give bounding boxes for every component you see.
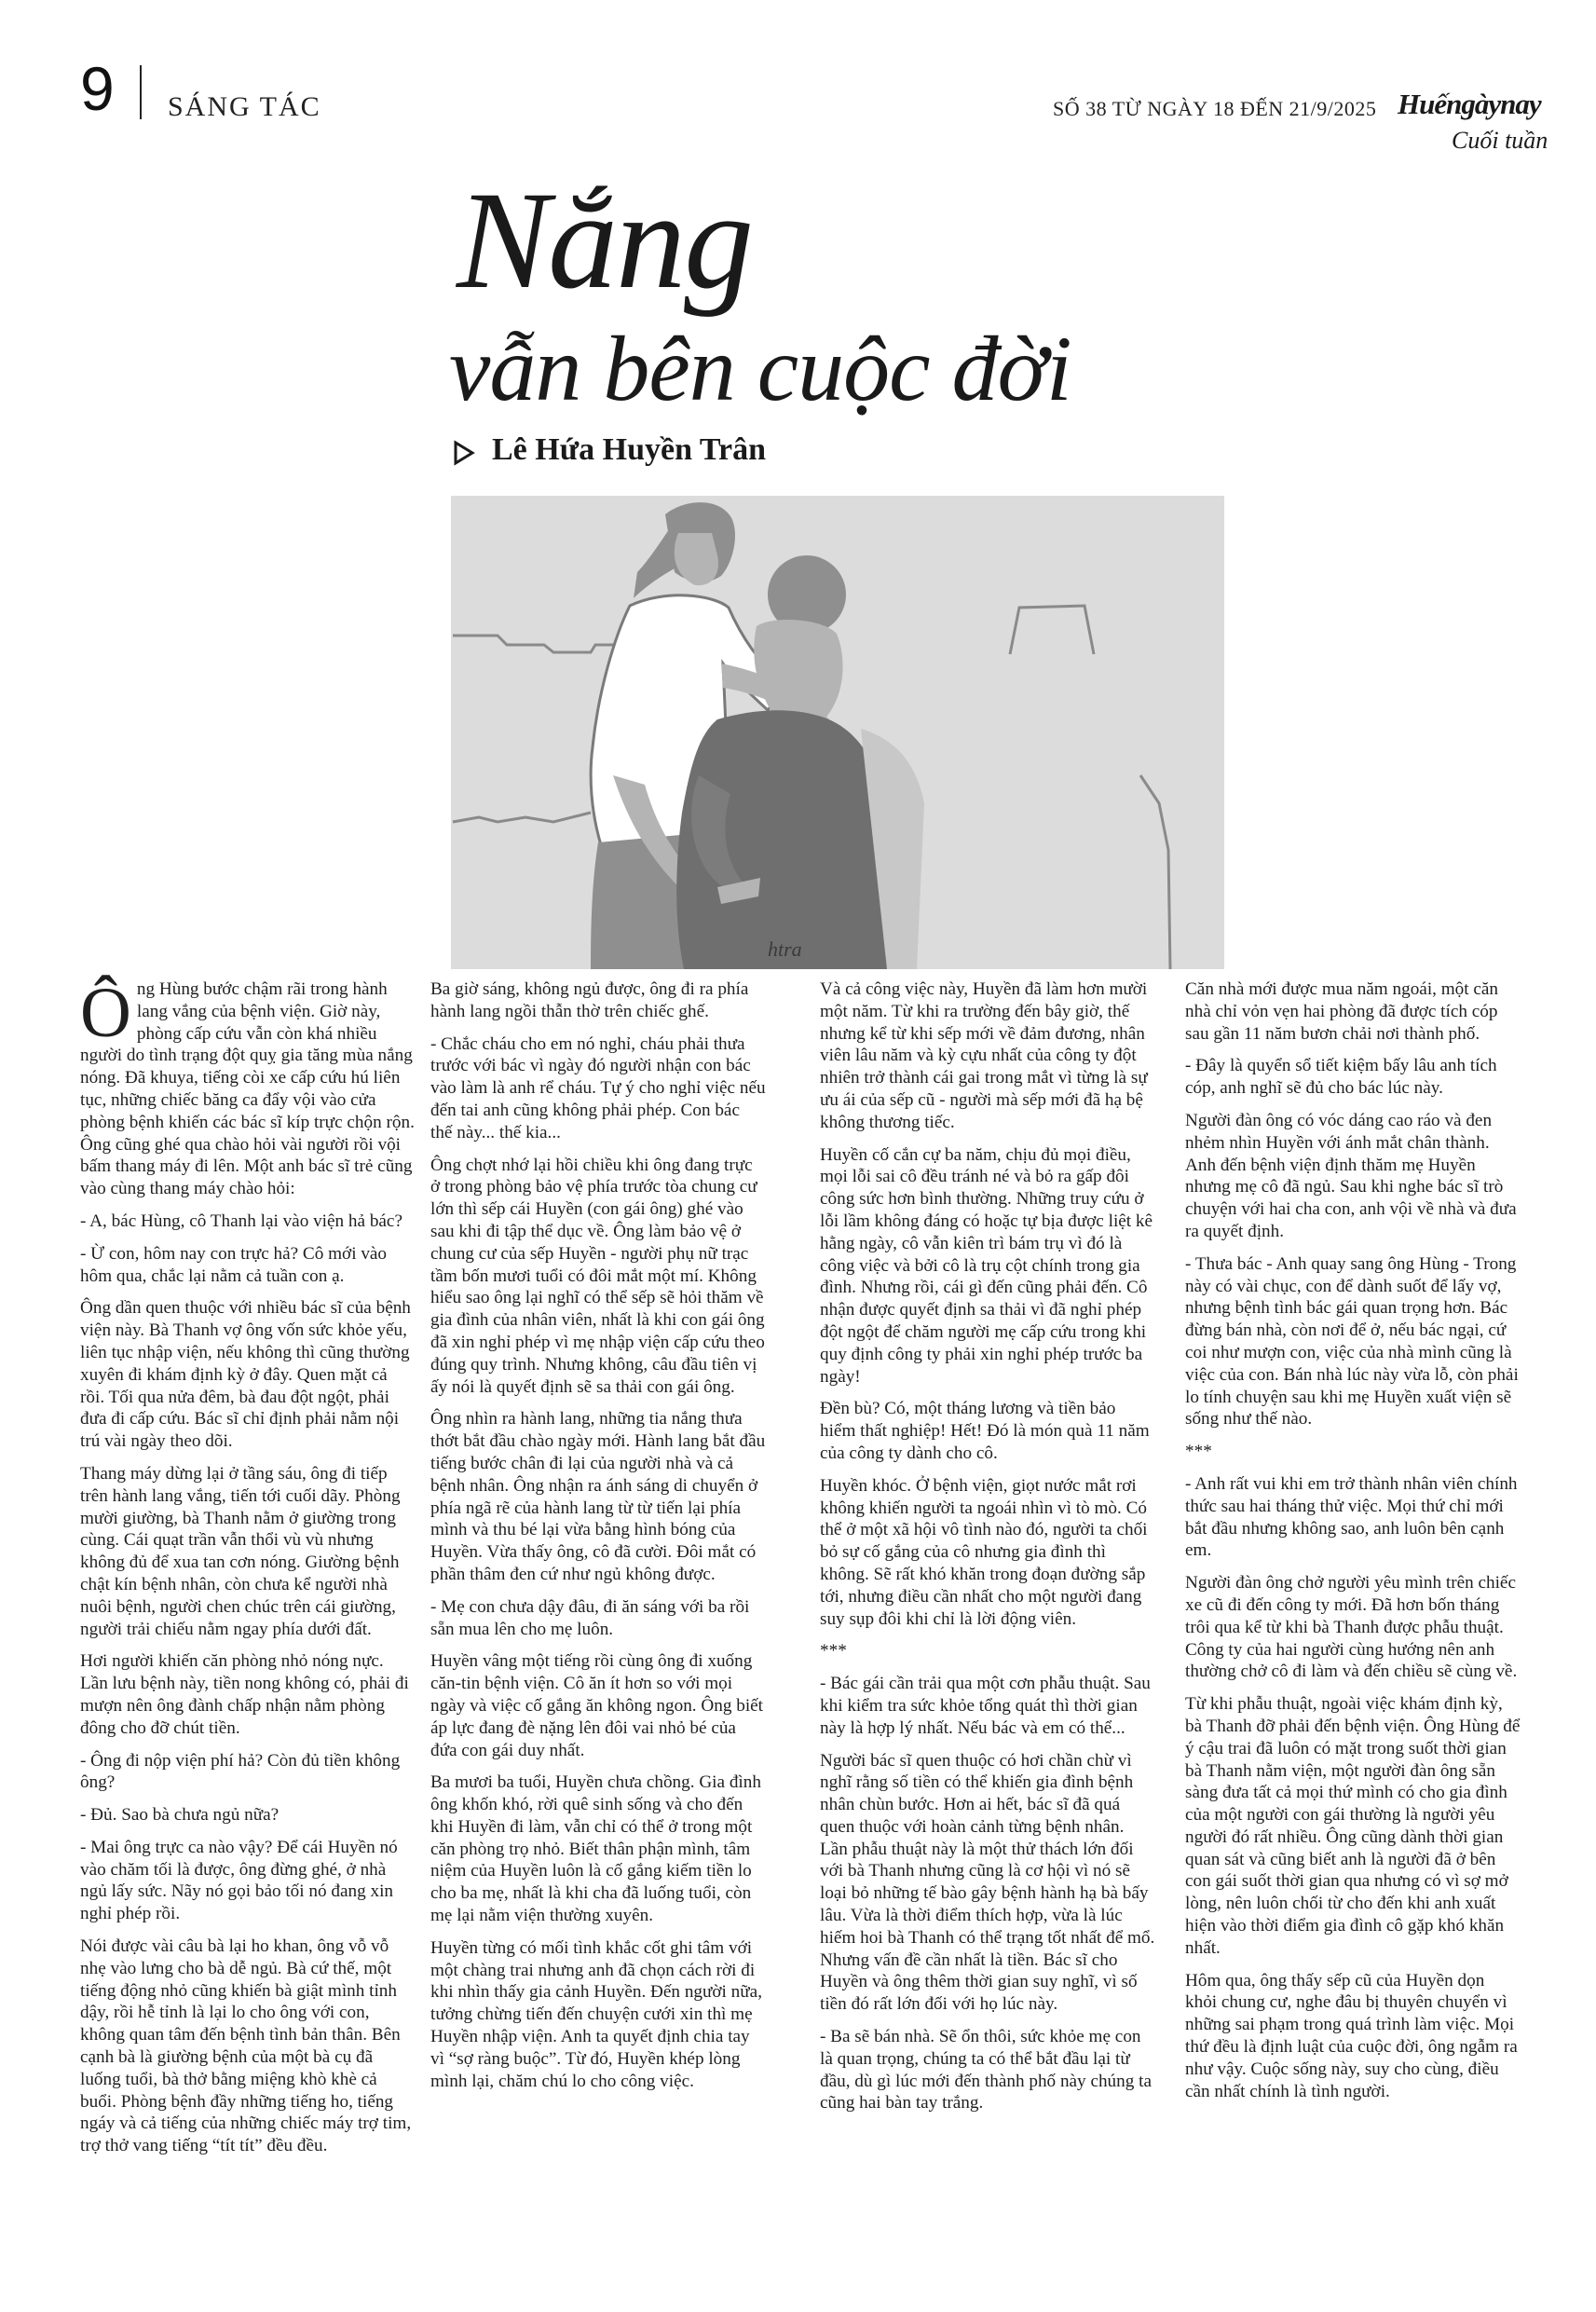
paragraph: Ông Hùng bước chậm rãi trong hành lang vắng của bệnh viện. Giờ này, phòng cấp cứu vẫn còn khá nhiều người do tình trạng đột quỵ gia tăng mùa nắng nóng. Đã khuya, tiếng còi xe cấp cứu hú liên tục, những chiếc băng ca đẩy vội vào cửa phòng bệnh khiến các bác sĩ kíp trực chộn rộn. Ông cũng ghé qua chào hỏi vài người rồi vội bấm thang máy đi lên. Một anh bác sĩ trẻ cũng vào cùng thang máy chào hỏi: [80,974,415,1199]
illustration-signature: htra [768,937,802,961]
paragraph: - Đủ. Sao bà chưa ngủ nữa? [80,1805,280,1826]
paragraph: Huyền cố cắn cự ba năm, chịu đủ mọi điều, mọi lỗi sai cô đều tránh né và bỏ ra gấp đôi công sức hơn bình thường. Những truy cứu ở lỗi lầm không đáng có hoặc tự bịa được liệt kê hằng ngày, cô vẫn kiên trì bám trụ vì đó là công việc và bởi cô là trụ cột chính trong gia đình. Nhưng rồi, cái gì đến cũng phải đến. Cô nhận được quyết định sa thải vì đã nghỉ phép đột ngột để chăm người mẹ cấp cứu trong khi quy định công ty phải xin nghỉ phép trước ba ngày! [820,1144,1153,1387]
paragraph: Ông dần quen thuộc với nhiều bác sĩ của bệnh viện này. Bà Thanh vợ ông vốn sức khỏe yếu, liên tục nhập viện, nếu không thì cũng thường xuyên đi khám định kỳ ở đây. Quen mặt cả rồi. Tối qua nửa đêm, bà đau đột ngột, phải đưa đi cấp cứu. Bác sĩ chỉ định phải nằm nội trú vài ngày theo dõi. [80,1298,411,1452]
paragraph: Huyền từng có mối tình khắc cốt ghi tâm với một chàng trai nhưng anh đã chọn cách rời đi khi nhìn thấy gia cảnh Huyền. Đến người nữa, tưởng chừng tiến đến chuyện cưới xin thì mẹ Huyền nhập viện. Anh ta quyết định chia tay vì “sợ ràng buộc”. Từ đó, Huyền khép lòng mình lại, chăm chú lo cho công việc. [430,1937,762,2091]
paragraph: Huyền vâng một tiếng rồi cùng ông đi xuống căn-tin bệnh viện. Cô ăn ít hơn so với mọi ngày và việc cố gắng ăn không ngon. Ông biết áp lực đang đè nặng lên đôi vai nhỏ bé của đứa con gái duy nhất. [430,1651,764,1760]
paragraph: - Thưa bác - Anh quay sang ông Hùng - Trong này có vài chục, con để dành suốt để lấy vợ, nhưng bệnh tình bác gái quan trọng hơn. Bác đừng bán nhà, còn nơi để ở, nếu bác ngại, cứ coi như mượn con, việc của nhà mình cũng là việc của con. Bán nhà lúc này vừa lỗ, còn phải lo tính chuyện sau khi mẹ Huyền xuất viện sẽ sống như thế nào. [1185,1253,1519,1430]
paragraph: Huyền khóc. Ở bệnh viện, giọt nước mắt rơi không khiến người ta ngoái nhìn vì tò mò. Có thể ở một xã hội vô tình nào đó, người ta chối bỏ sự cố gắng của cô nhưng gia đình thì không. Sẽ rất khó khăn trong đoạn đường sắp tới, nhưng điều cần nhất cho một người đang suy sụp đôi khi chỉ là lời động viên. [820,1475,1148,1629]
paragraph: Đền bù? Có, một tháng lương và tiền bảo hiểm thất nghiệp! Hết! Đó là món quà 11 năm của công ty dành cho cô. [820,1399,1150,1463]
brand-logo-sub: Cuối tuần [1452,127,1548,154]
article-illustration [451,496,1224,969]
author-byline: Lê Hứa Huyền Trân [492,432,767,467]
paragraph: Người đàn ông chở người yêu mình trên chiếc xe cũ đi đến công ty mới. Đã hơn bốn tháng trôi qua kể từ khi bà Thanh được phẫu thuật. Công ty của hai người cùng hướng nên anh thường chở cô đi làm và đến chiều sẽ cùng về. [1185,1573,1518,1682]
paragraph: - Đây là quyển sổ tiết kiệm bấy lâu anh tích cóp, anh nghĩ sẽ đủ cho bác lúc này. [1185,1056,1497,1099]
article-title-line1: Nắng [457,163,753,318]
paragraph: Người đàn ông có vóc dáng cao ráo và đen nhẻm nhìn Huyền với ánh mắt chân thành. Anh đến bệnh viện định thăm mẹ Huyền nhưng mẹ cô đã ngủ. Sau khi nghe bác sĩ trò chuyện với hai cha con, anh vội về nhà và đưa ra quyết định. [1185,1110,1517,1241]
paragraph: Ba mươi ba tuổi, Huyền chưa chồng. Gia đình ông khốn khó, rời quê sinh sống và cho đến khi Huyền đi làm, vẫn chỉ có thể ở trong một căn phòng trọ nhỏ. Biết thân phận mình, tâm niệm của Huyền luôn là cố gắng kiếm tiền lo cho ba mẹ, nhất là khi cha đã luống tuổi, còn mẹ lại nằm viện thường xuyên. [430,1772,761,1926]
drop-cap: Ô [80,974,131,1052]
article-column-4 [1185,978,1521,2113]
brand-logo: Huếngàynay [1398,88,1541,120]
article-column-3 [820,978,1155,2125]
paragraph: Hơi người khiến căn phòng nhỏ nóng nực. Lần lưu bệnh này, tiền nong không có, phải đi mượn nên ông đành chấp nhận nằm phòng đông cho đỡ chút tiền. [80,1651,409,1738]
paragraph: - Anh rất vui khi em trở thành nhân viên chính thức sau hai tháng thử việc. Mọi thứ chỉ mới bắt đầu nhưng không sao, anh luôn bên cạnh em. [1185,1473,1518,1561]
paragraph: Người bác sĩ quen thuộc có hơi chần chừ vì nghĩ rằng số tiền có thể khiến gia đình bệnh nhân chùn bước. Hơn ai hết, bác sĩ đã quá quen thuộc với hoàn cảnh từng bệnh nhân. Lần phẫu thuật này là một thử thách lớn đối với bà Thanh nhưng cũng là cơ hội vì nó sẽ loại bỏ những tế bào gây bệnh hành hạ bà bấy lâu. Vừa là thời điểm thích hợp, vừa là lúc hiếm hoi bà Thanh có thể trạng tốt nhất để mổ. Nhưng vấn đề cần nhất là tiền. Bác sĩ cho Huyền và ông thêm thời gian suy nghĩ, vì số tiền đó rất lớn đối với họ lúc này. [820,1750,1155,2015]
paragraph: Thang máy dừng lại ở tầng sáu, ông đi tiếp trên hành lang vắng, tiến tới cuối dãy. Phòng mười giường, bà Thanh nằm ở giường trong cùng. Cái quạt trần vẫn thổi vù vù nhưng không đủ để xua tan cơn nóng. Giường bệnh chật kín bệnh nhân, còn chưa kể người nhà nuôi bệnh, người chen chúc trên cái giường, người trải chiếu nằm ngay phía dưới đất. [80,1463,401,1639]
article-column-2 [430,978,766,2102]
paragraph: - Ông đi nộp viện phí hả? Còn đủ tiền không ông? [80,1750,401,1793]
paragraph: Căn nhà mới được mua năm ngoái, một căn nhà chỉ vỏn vẹn hai phòng đã được tích cóp sau gần 11 năm bươn chải nơi thành phố. [1185,979,1499,1044]
issue-info: SỐ 38 TỪ NGÀY 18 ĐẾN 21/9/2025 [1053,97,1377,120]
section-label: SÁNG TÁC [168,91,321,122]
page-number: 9 [80,54,115,123]
paragraph: - Mẹ con chưa dậy đâu, đi ăn sáng với ba rồi sẵn mua lên cho mẹ luôn. [430,1596,750,1639]
paragraph: - Bác gái cần trải qua một cơn phẫu thuật. Sau khi kiểm tra sức khỏe tổng quát thì thời gian này là hợp lý nhất. Nếu bác và em có thể... [820,1674,1151,1738]
paragraph: Ba giờ sáng, không ngủ được, ông đi ra phía hành lang ngồi thẫn thờ trên chiếc ghế. [430,979,749,1021]
article-title-line2: vẫn bên cuộc đời [449,317,1071,420]
paragraph: Hôm qua, ông thấy sếp cũ của Huyền dọn khỏi chung cư, nghe đâu bị thuyên chuyển vì những sai phạm trong quá trình làm việc. Mọi thứ đều là định luật của cuộc đời, ông ngẫm ra như vậy. Cuộc sống này, suy cho cùng, điều cần nhất chính là tình người. [1185,1970,1518,2101]
paragraph: - Ừ con, hôm nay con trực hả? Cô mới vào hôm qua, chắc lại nằm cả tuần con ạ. [80,1243,388,1286]
paragraph: - Mai ông trực ca nào vậy? Để cái Huyền nó vào chăm tối là được, ông đừng ghé, ở nhà ngủ lấy sức. Nãy nó gọi bảo tối nó đang xin nghỉ phép rồi. [80,1837,398,1924]
paragraph: - A, bác Hùng, cô Thanh lại vào viện hả bác? [80,1211,402,1231]
paragraph: - Ba sẽ bán nhà. Sẽ ổn thôi, sức khỏe mẹ con là quan trọng, chúng ta có thể bắt đầu lại từ đầu, dù gì lúc mới đến thành phố này chúng ta cũng hai bàn tay trắng. [820,2027,1152,2114]
article-column-1 [80,974,416,2168]
paragraph: Và cả công việc này, Huyền đã làm hơn mười một năm. Từ khi ra trường đến bây giờ, thế nhưng kể từ khi sếp mới về đảm đương, nhân viên lâu năm và kỳ cựu nhất của công ty đột nhiên trở thành cái gai trong mắt vì từng là sự ưu ái của sếp cũ - người mà sếp mới đã hạ bệ không thương tiếc. [820,979,1148,1132]
page-number-divider [140,65,142,119]
paragraph: Ông nhìn ra hành lang, những tia nắng thưa thớt bắt đầu chào ngày mới. Hành lang bắt đầu tiếng bước chân đi lại của người nhà và cả bệnh nhân. Ông nhận ra ánh sáng di chuyển ở phía ngã rẽ của hành lang từ từ tiến lại phía mình và thu bé lại vừa bằng hình bóng của Huyền. Vừa thấy ông, cô đã cười. Đôi mắt có phần thâm đen cứ như ngủ không được. [430,1409,766,1584]
section-separator: *** [1185,1442,1212,1462]
paragraph: Nói được vài câu bà lại ho khan, ông vỗ vỗ nhẹ vào lưng cho bà dễ ngủ. Bà cứ thế, một tiếng động nhỏ cũng khiến bà giật mình tỉnh dậy, rồi hễ tỉnh là lại lo cho ông với con, không quan tâm đến bệnh tình bản thân. Bên cạnh bà là giường bệnh của một bà cụ đã luống tuổi, bà thở bằng miệng khò khè cả buổi. Phòng bệnh đầy những tiếng ho, tiếng ngáy và cả tiếng của những chiếc máy trợ tim, trợ thở vang tiếng “tít tít” đều đều. [80,1936,412,2156]
byline-arrow-icon [453,440,475,466]
paragraph: - Chắc cháu cho em nó nghỉ, cháu phải thưa trước với bác vì ngày đó người nhận con bác vào làm là anh rể cháu. Tự ý cho nghỉ việc nếu đến tai anh cũng không phải phép. Con bác thế này... thế kia... [430,1033,766,1142]
paragraph: Ông chợt nhớ lại hồi chiều khi ông đang trực ở trong phòng bảo vệ phía trước tòa chung cư lớn thì sếp cái Huyền (con gái ông) ghé vào sau khi đi tập thể dục về. Ông làm bảo vệ ở chung cư của sếp Huyền - người phụ nữ trạc tầm bốn mươi tuổi có đôi mắt một mí. Không hiểu sao ông lại nghĩ có thể sếp sẽ hỏi thăm về gia đình của nhân viên, nhất là khi con gái ông đã xin nghỉ phép vì mẹ nhập viện cấp cứu theo đúng quy trình. Nhưng không, câu đầu tiên vị ấy nói là quyết định sẽ sa thải con gái ông. [430,1155,765,1397]
paragraph: Từ khi phẫu thuật, ngoài việc khám định kỳ, bà Thanh đỡ phải đến bệnh viện. Ông Hùng để ý cậu trai đã luôn có mặt trong suốt thời gian bà Thanh nằm viện, một người đàn ông sẵn sàng đưa tất cả mọi thứ mình có cho gia đình của một người con gái thường là người yêu người đó rất nhiều. Ông cũng dành thời gian quan sát và cũng biết anh là người đã ở bên con gái suốt thời gian qua nhưng có vì sợ mở lòng, nên luôn chối từ cho đến khi anh xuất hiện vào thời điểm gia đình cô gặp khó khăn nhất. [1185,1694,1521,1958]
section-separator: *** [820,1641,847,1662]
